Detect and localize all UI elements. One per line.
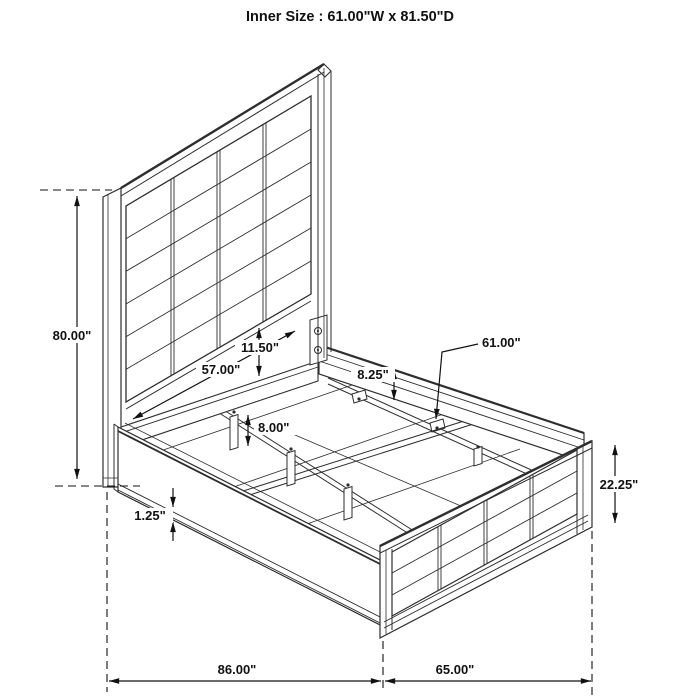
footboard bbox=[380, 441, 592, 638]
label-side-rail-height: 8.25" bbox=[357, 367, 389, 382]
near-side-rail bbox=[114, 423, 390, 629]
label-rail-trim: 1.25" bbox=[134, 508, 166, 523]
label-headboard-inner-width: 57.00" bbox=[201, 362, 241, 377]
page-title: Inner Size : 61.00"W x 81.50"D bbox=[246, 9, 454, 25]
label-overall-width: 65.00" bbox=[435, 662, 475, 677]
far-side-rail bbox=[319, 345, 584, 462]
label-slat-length: 61.00" bbox=[482, 335, 521, 350]
label-footboard-height: 22.25" bbox=[599, 477, 639, 492]
label-overall-length: 86.00" bbox=[217, 662, 257, 677]
label-headboard-clearance: 11.50" bbox=[241, 340, 279, 355]
label-headboard-height: 80.00" bbox=[52, 328, 92, 343]
label-leg-height: 8.00" bbox=[258, 420, 290, 435]
